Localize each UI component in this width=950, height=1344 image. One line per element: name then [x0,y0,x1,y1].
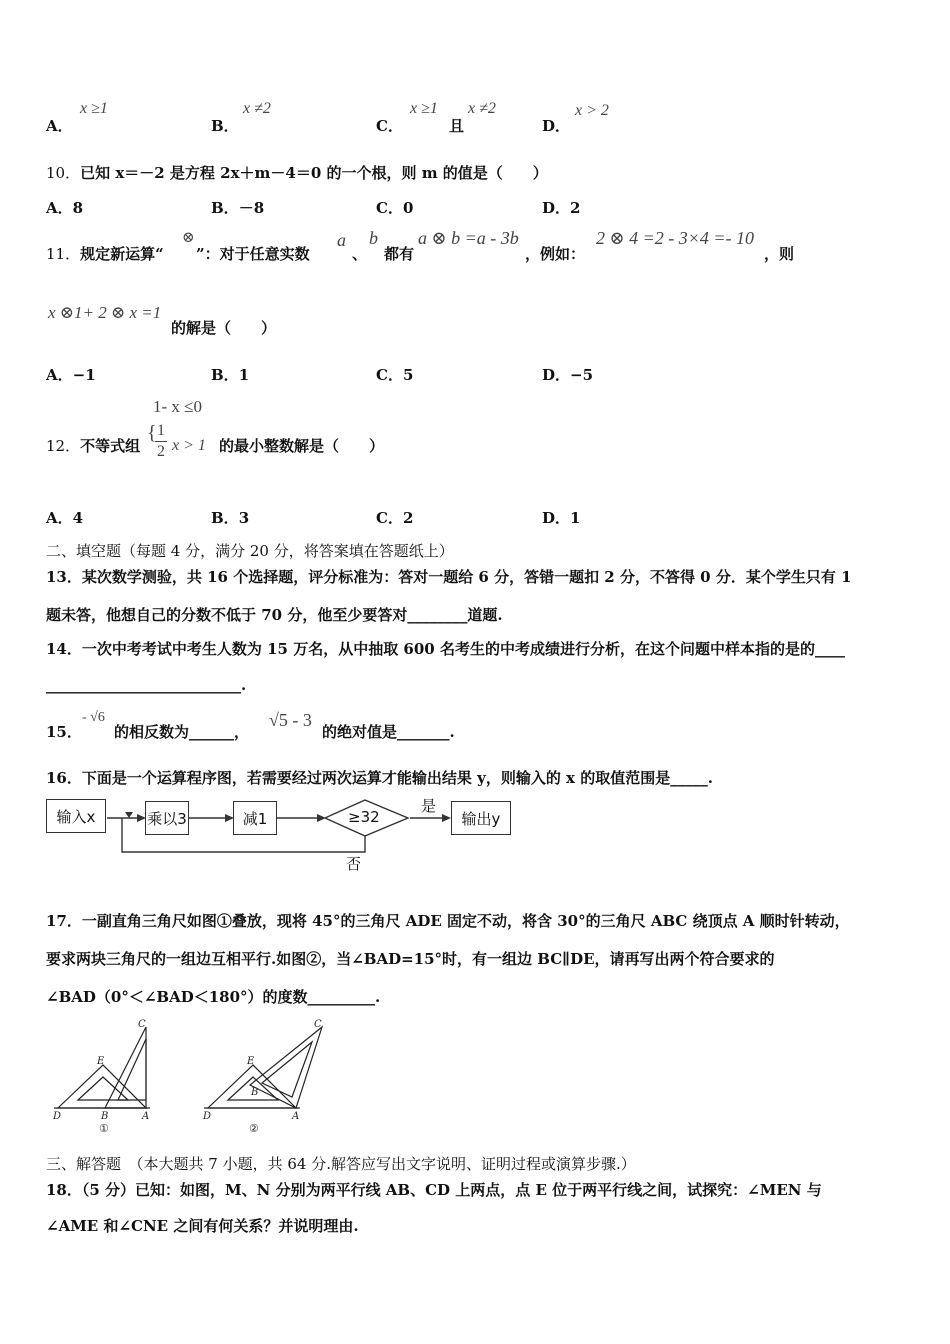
point-c-label: C [314,1019,322,1030]
option-letter: A． [46,366,73,384]
triangle-abc [250,1027,322,1108]
q9-option-a-math: x ≥1 [80,100,108,117]
option-letter: D． [542,117,571,135]
flow-output-box: 输出y [451,801,511,835]
q14-line1: 14．一次中考考试中考生人数为 15 万名，从中抽取 600 名考生的中考成绩进行分析，在这个问题中样本指的是的____ [46,640,845,658]
option-letter: C． [376,117,403,135]
q11-equation: x ⊗1+ 2 ⊗ x =1 [48,303,162,322]
option-text: 0 [402,199,414,217]
option-letter: A． [46,117,73,135]
q17-line2: 要求两块三角尺的一组边互相平行.如图②，当∠BAD=15°时，有一组边 BC∥DE，请再写出两个符合要求的 [46,950,775,968]
option-text: 2 [570,199,581,217]
q12-option-b [211,507,249,528]
option-letter: C． [376,199,403,217]
q14-line2: __________________________. [46,676,247,694]
option-text: 4 [72,509,84,527]
q11-stem-start [46,243,164,264]
option-text: －8 [238,199,265,217]
q10-option-a [46,197,83,218]
q11-sep: 、 [352,245,368,263]
question-text: 规定新运算“ [80,245,164,263]
q11-var-a: a [337,230,346,250]
option-text: 5 [402,366,414,384]
q15-number: 15． [46,723,82,741]
option-text: 3 [238,509,250,527]
fraction-numerator: 1 [155,421,167,442]
q12-option-d [542,507,580,528]
q11-text-6: 的解是（ ） [171,319,277,337]
option-text: 1 [238,366,250,384]
option-letter: B． [211,117,239,135]
point-d-label: D [53,1111,62,1122]
q15-text2: 的绝对值是_______. [322,723,455,741]
q11-var-b: b [369,228,378,248]
q10-option-c [376,197,413,218]
q10-option-d [542,197,580,218]
figure-caption: ② [249,1122,259,1135]
point-e-label: E [97,1056,105,1067]
q17-line1: 17．一副直角三角尺如图①叠放，现将 45°的三角尺 ADE 固定不动，将含 30°的三角尺 ABC 绕顶点 A 顺时针转动， [46,912,850,930]
q9-option-c [376,115,403,136]
triangle-ade-inner [78,1077,128,1100]
q9-option-c-math2: x ≠2 [468,100,496,117]
q12-line2: x > 1 [172,437,206,454]
q11-option-c [376,364,413,385]
q13-line1: 13．某次数学测验，共 16 个选择题，评分标准为：答对一题给 6 分，答错一题扣 2 分，不答得 0 分．某个学生只有 1 [46,568,852,586]
q15-text1: 的相反数为______， [114,723,250,741]
fraction-denominator: 2 [157,443,165,460]
option-text: 8 [72,199,84,217]
figure-caption: ① [99,1122,109,1135]
q13-line2: 题未答，他想自己的分数不低于 70 分，他至少要答对________道题. [46,606,503,624]
question-number: 10． [46,164,81,182]
arrowhead [125,812,133,818]
option-text: −5 [570,366,594,384]
q11-text-3: 都有 [384,245,415,263]
q11-option-b [211,364,249,385]
point-e-label: E [247,1056,255,1067]
option-letter: D． [542,199,571,217]
q9-option-d-math: x > 2 [575,102,609,119]
q9-option-c-and: 且 [449,117,465,135]
triangle-abc [105,1027,146,1108]
q12-line1: 1- x ≤0 [153,397,202,416]
q15-math2: √5 - 3 [269,710,312,730]
q9-option-a [46,115,73,136]
flowchart [40,790,520,872]
flow-no-label: 否 [346,855,362,873]
fraction [155,421,167,462]
point-d-label: D [203,1111,212,1122]
question-number: 11． [46,245,81,263]
question-text: 已知 x＝－2 是方程 2x＋m－4＝0 的一个根，则 m 的值是（ ） [80,164,548,182]
q17-line3: ∠BAD（0°＜∠BAD＜180°）的度数_________. [46,988,381,1006]
flow-yes-label: 是 [421,797,437,815]
point-a-label: A [292,1111,300,1122]
flow-condition: ≥32 [348,808,380,826]
q12-option-c [376,507,413,528]
option-text: 1 [570,509,581,527]
q16-stem: 16．下面是一个运算程序图，若需要经过两次运算才能输出结果 y，则输入的 x 的取值范围是_____. [46,769,713,787]
q11-text-4: ，例如： [525,245,586,263]
option-letter: D． [542,509,571,527]
triangle-figure-1 [50,1015,165,1135]
q12-text-2: 的最小整数解是（ ） [219,437,385,455]
q10-option-b [211,197,264,218]
q11-definition: a ⊗ b =a - 3b [418,228,519,248]
section-solve-heading: 三、解答题 （本大题共 7 小题，共 64 分.解答应写出文字说明、证明过程或演算步骤.） [46,1155,636,1173]
q12-option-a [46,507,83,528]
q9-option-b-math: x ≠2 [243,100,271,117]
question-text: 不等式组 [80,437,141,455]
q11-option-d [542,364,593,385]
q9-option-d [542,115,570,136]
flow-input-box: 输入x [46,799,106,833]
option-letter: B． [211,509,239,527]
q11-text-2: ”：对于任意实数 [196,245,310,263]
option-letter: C． [376,366,403,384]
q12-stem-start [46,435,140,456]
q11-text-5: ，则 [764,245,795,263]
triangle-figure-2 [200,1015,335,1135]
arrowhead [442,814,451,822]
option-text: 2 [402,509,414,527]
q18-line2: ∠AME 和∠CNE 之间有何关系？并说明理由. [46,1217,359,1235]
option-text: −1 [72,366,96,384]
q11-operator: ⊗ [182,230,195,246]
q11-option-a [46,364,96,385]
section-fill-in-heading: 二、填空题（每题 4 分，满分 20 分，将答案填在答题纸上） [46,542,454,560]
flow-subtract-box: 减1 [233,801,277,835]
q10-stem [46,162,548,183]
point-b-label: B [251,1087,259,1098]
point-a-label: A [142,1111,150,1122]
option-letter: C． [376,509,403,527]
q18-line1: 18．（5 分）已知：如图，M、N 分别为两平行线 AB、CD 上两点，点 E 位于两平行线之间，试探究：∠MEN 与 [46,1181,822,1199]
triangle-ade [58,1065,146,1108]
triangle-abc-inner [118,1039,146,1100]
q9-option-c-math: x ≥1 [410,100,438,117]
option-letter: A． [46,509,73,527]
point-c-label: C [138,1019,146,1030]
q12-brace: { [147,422,157,444]
q12-fraction [155,421,167,462]
option-letter: A． [46,199,73,217]
point-b-label: B [101,1111,109,1122]
question-number: 12． [46,437,81,455]
option-letter: B． [211,366,239,384]
q15-math1: - √6 [82,710,105,725]
option-letter: D． [542,366,571,384]
q11-example: 2 ⊗ 4 =2 - 3×4 =- 10 [596,228,755,248]
q9-option-b [211,115,239,136]
option-letter: B． [211,199,239,217]
flow-multiply-box: 乘以3 [145,801,189,835]
